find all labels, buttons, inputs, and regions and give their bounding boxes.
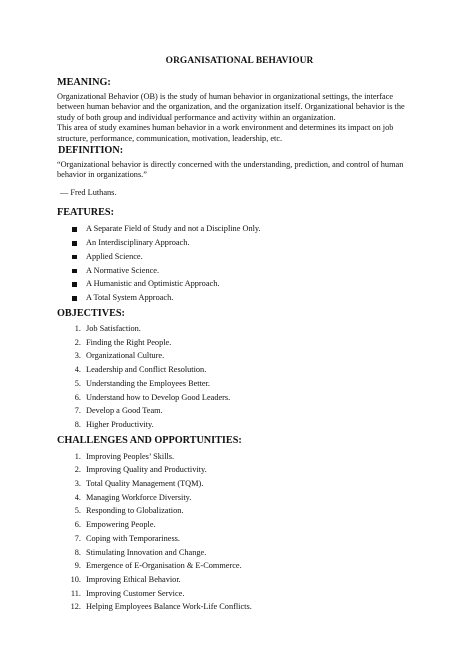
feature-text: Applied Science.	[86, 251, 143, 261]
feature-text: A Total System Approach.	[86, 293, 174, 303]
item-text: Emergence of E-Organisation & E-Commerce.	[86, 561, 242, 571]
bullet-square-icon	[72, 296, 77, 301]
list-item	[57, 575, 422, 585]
list-item	[57, 406, 422, 416]
item-text: Empowering People.	[86, 520, 156, 530]
feature-text: A Normative Science.	[86, 265, 160, 275]
item-number: 5.	[74, 506, 81, 516]
item-text: Understand how to Develop Good Leaders.	[86, 392, 231, 402]
list-item	[57, 279, 422, 289]
list-item	[57, 238, 422, 248]
item-text: Finding the Right People.	[86, 337, 172, 347]
list-item	[57, 465, 422, 475]
feature-text: A Separate Field of Study and not a Discipline Only.	[86, 224, 261, 234]
item-number: 1.	[74, 451, 81, 461]
list-item	[57, 548, 422, 558]
list-item	[57, 420, 422, 430]
item-text: Total Quality Management (TQM).	[86, 479, 204, 489]
list-item	[57, 561, 422, 571]
item-number: 6.	[74, 520, 81, 530]
item-text: Helping Employees Balance Work-Life Conflicts.	[86, 602, 252, 612]
feature-text: A Humanistic and Optimistic Approach.	[86, 279, 220, 289]
item-number: 4.	[74, 492, 81, 502]
list-item	[57, 351, 422, 361]
list-item	[57, 589, 422, 599]
item-number: 6.	[74, 392, 81, 402]
item-number: 10.	[70, 574, 81, 584]
item-text: Stimulating Innovation and Change.	[86, 547, 207, 557]
item-text: Improving Quality and Productivity.	[86, 465, 207, 475]
list-item	[57, 534, 422, 544]
list-item	[57, 520, 422, 530]
item-text: Responding to Globalization.	[86, 506, 184, 516]
objectives-list	[57, 324, 422, 430]
item-text: Develop a Good Team.	[86, 406, 163, 416]
item-text: Job Satisfaction.	[86, 324, 141, 334]
challenges-heading: CHALLENGES AND OPPORTUNITIES:	[57, 434, 242, 446]
features-list	[57, 224, 422, 303]
definition-heading: DEFINITION:	[58, 145, 124, 157]
item-text: Leadership and Conflict Resolution.	[86, 365, 207, 375]
item-number: 9.	[74, 561, 81, 571]
list-item	[57, 324, 422, 334]
list-item	[57, 252, 422, 262]
feature-text: An Interdisciplinary Approach.	[86, 238, 190, 248]
bullet-square-icon	[72, 282, 77, 287]
challenges-list	[57, 452, 422, 613]
list-item	[57, 452, 422, 462]
item-text: Understanding the Employees Better.	[86, 378, 210, 388]
item-text: Higher Productivity.	[86, 419, 154, 429]
item-number: 5.	[74, 378, 81, 388]
item-text: Managing Workforce Diversity.	[86, 492, 192, 502]
item-number: 3.	[74, 479, 81, 489]
objectives-heading: OBJECTIVES:	[57, 308, 125, 320]
list-item	[57, 224, 422, 234]
bullet-square-icon	[72, 255, 77, 260]
list-item	[57, 506, 422, 516]
list-item	[57, 393, 422, 403]
list-item	[57, 479, 422, 489]
item-number: 12.	[70, 602, 81, 612]
list-item	[57, 266, 422, 276]
list-item	[57, 379, 422, 389]
list-item	[57, 365, 422, 375]
item-number: 1.	[74, 324, 81, 334]
item-number: 2.	[74, 465, 81, 475]
bullet-square-icon	[72, 227, 77, 232]
item-number: 8.	[74, 547, 81, 557]
definition-author: — Fred Luthans.	[60, 187, 117, 197]
item-text: Improving Ethical Behavior.	[86, 574, 181, 584]
item-number: 3.	[74, 351, 81, 361]
item-text: Organizational Culture.	[86, 351, 165, 361]
features-heading: FEATURES:	[57, 207, 114, 219]
item-number: 8.	[74, 419, 81, 429]
item-number: 7.	[74, 533, 81, 543]
list-item	[57, 338, 422, 348]
item-number: 2.	[74, 337, 81, 347]
document-title: ORGANISATIONAL BEHAVIOUR	[165, 56, 314, 66]
item-number: 4.	[74, 365, 81, 375]
item-number: 7.	[74, 406, 81, 416]
definition-quote: “Organizational behavior is directly concerned with the understanding, prediction, and control of human behavior in organizations.”	[57, 160, 404, 180]
item-text: Improving Customer Service.	[86, 588, 185, 598]
item-number: 11.	[70, 588, 81, 598]
item-text: Coping with Temporariness.	[86, 533, 180, 543]
bullet-square-icon	[72, 241, 77, 246]
meaning-paragraph-2: This area of study examines human behavior in a work environment and determines its impact on job structure, performance, communication, motivation, leadership, etc.	[57, 123, 394, 143]
list-item	[57, 602, 422, 612]
item-text: Improving Peoples’ Skills.	[86, 451, 175, 461]
meaning-heading: MEANING:	[57, 77, 111, 88]
bullet-square-icon	[72, 269, 77, 274]
list-item	[57, 493, 422, 503]
list-item	[57, 293, 422, 303]
meaning-paragraph-1: Organizational Behavior (OB) is the study of human behavior in organizational settings, the interface between human behavior and the organization, and the organization itself. Organizational behavior is the study of both group and individual performance and activity within an organization.	[57, 92, 405, 122]
